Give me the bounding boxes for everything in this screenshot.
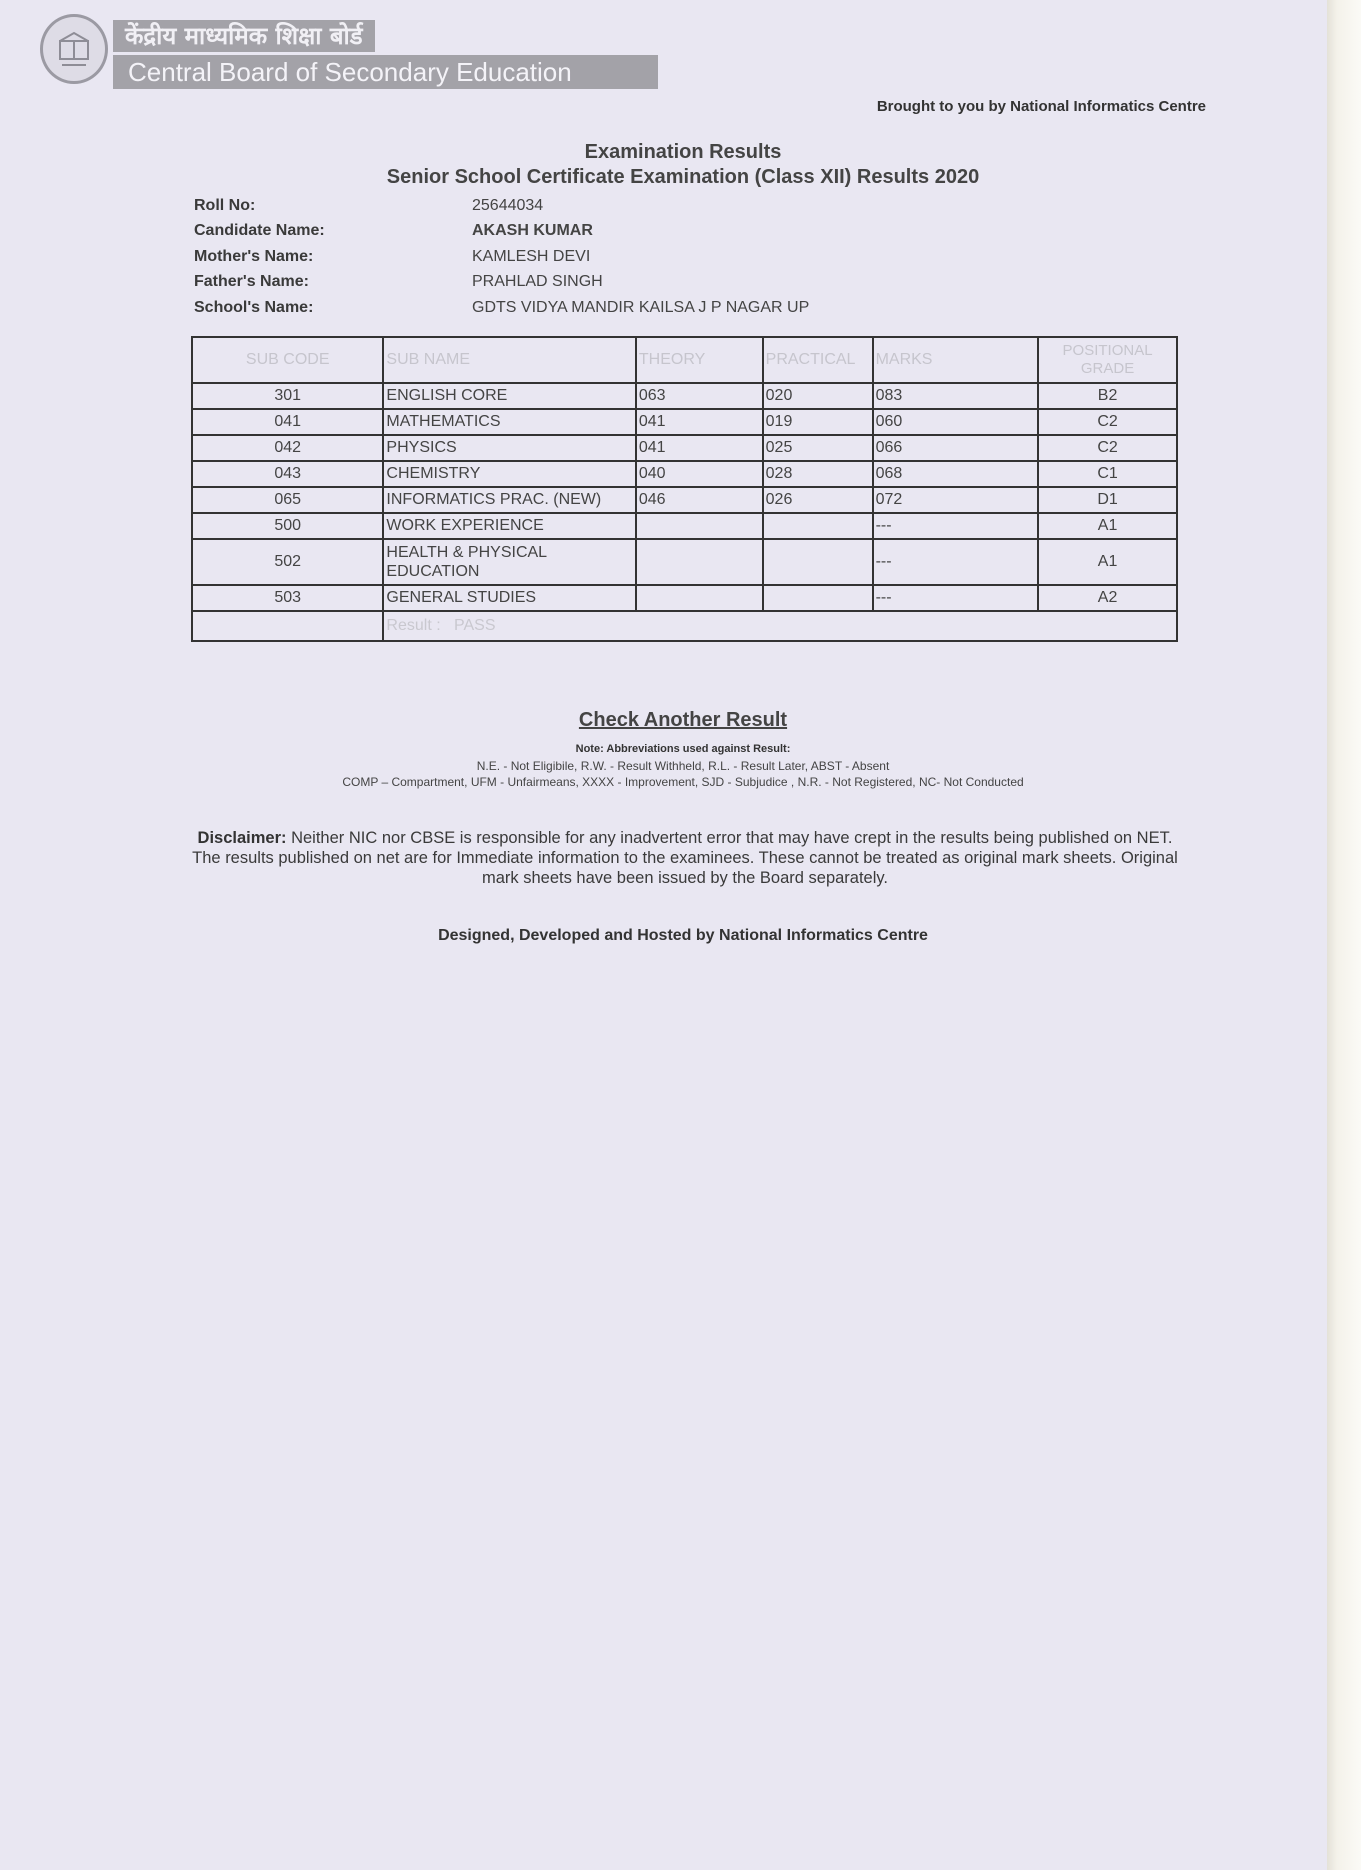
mother-name: KAMLESH DEVI xyxy=(472,247,591,265)
positional-grade: A1 xyxy=(1038,513,1177,539)
info-row-mother xyxy=(194,244,994,270)
info-row-roll xyxy=(194,193,994,219)
practical-marks xyxy=(763,513,873,539)
total-marks: 066 xyxy=(873,435,1039,461)
theory-marks: 040 xyxy=(636,461,763,487)
practical-marks xyxy=(763,585,873,611)
school-name: GDTS VIDYA MANDIR KAILSA J P NAGAR UP xyxy=(472,298,810,316)
note-line-2: COMP – Compartment, UFM - Unfairmeans, XXXX - Improvement, SJD - Subjudice , N.R. - Not Registered, NC- Not Conducted xyxy=(342,775,1024,789)
practical-marks: 026 xyxy=(763,487,873,513)
table-row xyxy=(192,461,1177,487)
sub-code: 500 xyxy=(192,513,383,539)
exam-title: Senior School Certificate Examination (Class XII) Results 2020 xyxy=(386,166,980,188)
positional-grade: C2 xyxy=(1038,435,1177,461)
table-row xyxy=(192,409,1177,435)
total-marks: 083 xyxy=(873,383,1039,409)
father-name: PRAHLAD SINGH xyxy=(472,273,603,291)
sub-name: MATHEMATICS xyxy=(383,409,635,435)
info-label: School's Name: xyxy=(194,298,314,316)
table-row xyxy=(192,513,1177,539)
sub-code: 502 xyxy=(192,539,383,585)
header-theory: THEORY xyxy=(636,337,763,383)
positional-grade: D1 xyxy=(1038,487,1177,513)
board-name-english: Central Board of Secondary Education xyxy=(113,55,658,89)
table-row xyxy=(192,383,1177,409)
table-row xyxy=(192,435,1177,461)
header-practical: PRACTICAL xyxy=(763,337,873,383)
practical-marks: 020 xyxy=(763,383,873,409)
roll-number: 25644034 xyxy=(472,196,544,214)
candidate-info xyxy=(194,193,994,321)
positional-grade: B2 xyxy=(1038,383,1177,409)
footer-text: Designed, Developed and Hosted by National Informatics Centre xyxy=(438,927,928,944)
disclaimer-label: Disclaimer: xyxy=(197,829,287,847)
sub-name: PHYSICS xyxy=(383,435,635,461)
sub-name: INFORMATICS PRAC. (NEW) xyxy=(383,487,635,513)
sub-name: ENGLISH CORE xyxy=(383,383,635,409)
info-label: Roll No: xyxy=(194,196,256,214)
header-marks: MARKS xyxy=(873,337,1039,383)
result-cell xyxy=(383,611,1177,641)
total-marks: 068 xyxy=(873,461,1039,487)
practical-marks: 025 xyxy=(763,435,873,461)
info-row-school xyxy=(194,295,994,321)
disclaimer-text: Neither NIC nor CBSE is responsible for any inadvertent error that may have crept in the results being published on NET. The results published on net are for Immediate information to the examinees. These cannot be treated as original mark sheets. Original mark sheets have been issued by the Board separately. xyxy=(192,829,1178,887)
theory-marks: 063 xyxy=(636,383,763,409)
note-line-1: N.E. - Not Eligibile, R.W. - Result Withheld, R.L. - Result Later, ABST - Absent xyxy=(476,759,890,773)
theory-marks: 041 xyxy=(636,409,763,435)
sub-name: CHEMISTRY xyxy=(383,461,635,487)
sub-code: 503 xyxy=(192,585,383,611)
header-grade-line2: GRADE xyxy=(1080,360,1135,377)
candidate-name: AKASH KUMAR xyxy=(472,222,593,240)
header-positional-grade xyxy=(1038,337,1177,383)
sub-name: HEALTH & PHYSICAL EDUCATION xyxy=(383,539,635,585)
positional-grade: C1 xyxy=(1038,461,1177,487)
table-row xyxy=(192,585,1177,611)
info-label: Candidate Name: xyxy=(194,222,325,240)
practical-marks xyxy=(763,539,873,585)
header-sub-name: SUB NAME xyxy=(383,337,635,383)
total-marks: 060 xyxy=(873,409,1039,435)
result-row xyxy=(192,611,1177,641)
sub-code: 043 xyxy=(192,461,383,487)
total-marks: --- xyxy=(873,585,1039,611)
info-row-candidate xyxy=(194,219,994,245)
total-marks: --- xyxy=(873,513,1039,539)
practical-marks: 028 xyxy=(763,461,873,487)
theory-marks: 046 xyxy=(636,487,763,513)
page-title: Examination Results xyxy=(584,141,782,163)
cbse-emblem-icon xyxy=(40,14,108,84)
table-row xyxy=(192,487,1177,513)
check-another-result-link[interactable]: Check Another Result xyxy=(578,709,788,731)
table-row xyxy=(192,539,1177,585)
theory-marks xyxy=(636,513,763,539)
sub-code: 042 xyxy=(192,435,383,461)
brought-by-text: Brought to you by National Informatics Centre xyxy=(876,98,1206,115)
disclaimer xyxy=(190,828,1180,888)
sub-name: GENERAL STUDIES xyxy=(383,585,635,611)
marks-table xyxy=(191,336,1178,642)
header-grade-line1: POSITIONAL xyxy=(1062,342,1153,359)
practical-marks: 019 xyxy=(763,409,873,435)
result-value: PASS xyxy=(454,617,496,634)
header-sub-code: SUB CODE xyxy=(192,337,383,383)
positional-grade: A1 xyxy=(1038,539,1177,585)
result-empty-cell xyxy=(192,611,383,641)
positional-grade: A2 xyxy=(1038,585,1177,611)
table-header-row xyxy=(192,337,1177,383)
sub-name: WORK EXPERIENCE xyxy=(383,513,635,539)
theory-marks: 041 xyxy=(636,435,763,461)
total-marks: --- xyxy=(873,539,1039,585)
note-title: Note: Abbreviations used against Result: xyxy=(575,743,791,755)
board-name-hindi: केंद्रीय माध्यमिक शिक्षा बोर्ड xyxy=(113,20,375,52)
info-label: Father's Name: xyxy=(194,273,309,291)
sub-code: 041 xyxy=(192,409,383,435)
sub-code: 301 xyxy=(192,383,383,409)
positional-grade: C2 xyxy=(1038,409,1177,435)
theory-marks xyxy=(636,585,763,611)
total-marks: 072 xyxy=(873,487,1039,513)
info-row-father xyxy=(194,270,994,296)
sub-code: 065 xyxy=(192,487,383,513)
info-label: Mother's Name: xyxy=(194,247,314,265)
theory-marks xyxy=(636,539,763,585)
result-label: Result : xyxy=(386,617,441,634)
